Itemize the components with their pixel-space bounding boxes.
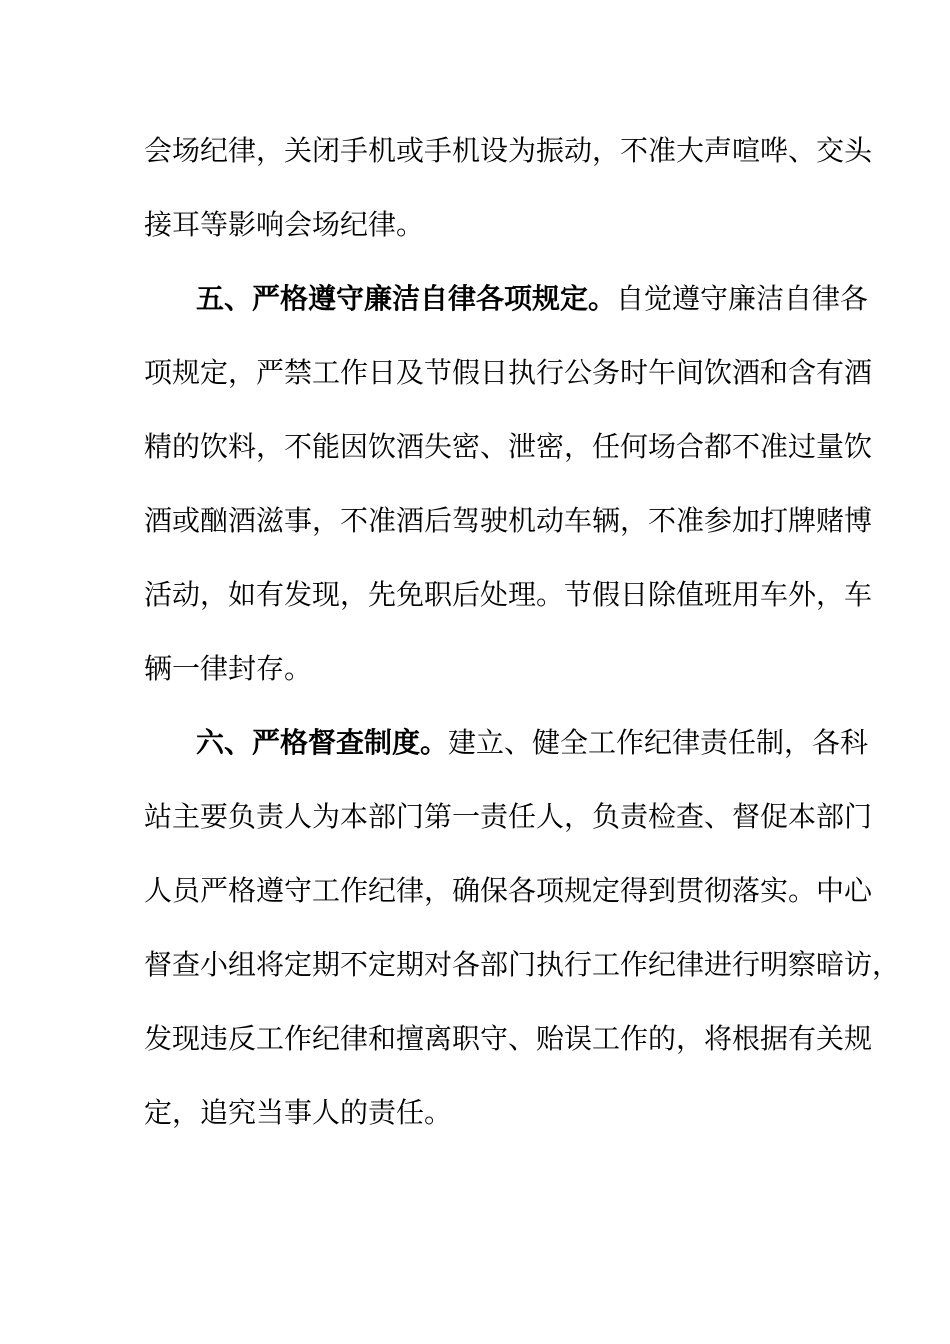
text-line: 发现违反工作纪律和擅离职守、贻误工作的，将根据有关规 (144, 1022, 873, 1055)
section-6-heading: 六、严格督查制度。 (196, 726, 449, 759)
text-line: 辆一律封存。 (144, 652, 313, 685)
text-line: 酒或酗酒滋事，不准酒后驾驶机动车辆，不准参加打牌赌博 (144, 504, 873, 537)
text-line: 接耳等影响会场纪律。 (144, 208, 425, 241)
section-6-first-line (144, 706, 869, 780)
text-line: 定，追究当事人的责任。 (144, 1096, 453, 1129)
text-line: 督查小组将定期不定期对各部门执行工作纪律进行明察暗访， (144, 948, 901, 981)
section-5-first-line-text: 自觉遵守廉洁自律各 (616, 282, 869, 315)
text-line: 人员严格遵守工作纪律，确保各项规定得到贯彻落实。中心 (144, 874, 873, 907)
section-6-first-line-text: 建立、健全工作纪律责任制，各科 (448, 726, 869, 759)
text-line: 精的饮料，不能因饮酒失密、泄密，任何场合都不准过量饮 (144, 430, 873, 463)
text-line: 会场纪律，关闭手机或手机设为振动，不准大声喧哗、交头 (144, 134, 873, 167)
section-5-heading: 五、严格遵守廉洁自律各项规定。 (196, 282, 617, 315)
document-body (144, 114, 901, 1150)
section-5-first-line (144, 262, 869, 336)
text-line: 站主要负责人为本部门第一责任人，负责检查、督促本部门 (144, 800, 873, 833)
text-line: 项规定，严禁工作日及节假日执行公务时午间饮酒和含有酒 (144, 356, 873, 389)
text-line: 活动，如有发现，先免职后处理。节假日除值班用车外，车 (144, 578, 873, 611)
